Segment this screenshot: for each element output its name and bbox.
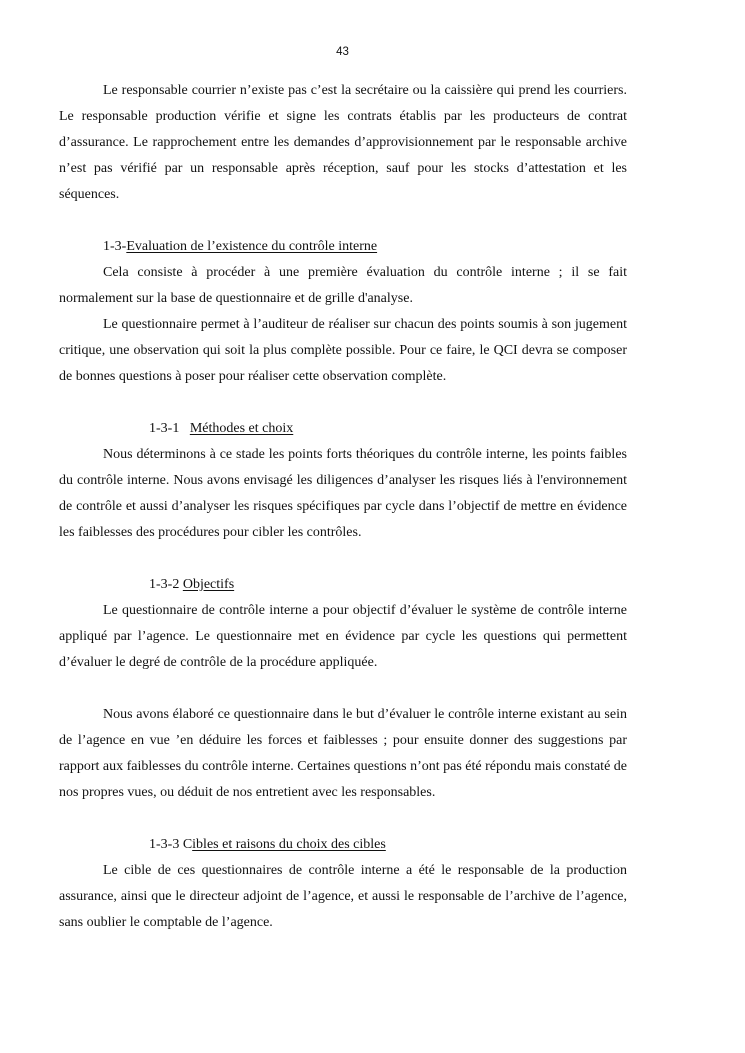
paragraph-1-3-2-a: Le questionnaire de contrôle interne a pour objectif d’évaluer le système de contrôle interne appliqué par l’agence. Le questionnaire met en évidence par cycle les questions qui permettent d’évaluer le degré de contrôle de la procédure appliquée. [59,603,627,670]
section-heading-1-3-3 [59,832,627,858]
paragraph-intro: Le responsable courrier n’existe pas c’est la secrétaire ou la caissière qui prend les courriers. Le responsable production vérifie et signe les contrats établis par les producteurs de contrat d’assurance. Le rapprochement entre les demandes d’approvisionnement par le responsable archive n’est pas vérifié par un responsable après réception, sauf pour les stocks d’attestation et les séquences. [59,83,627,202]
spacer [59,546,627,572]
section-heading-1-3 [59,234,627,260]
paragraph-1-3-2-b: Nous avons élaboré ce questionnaire dans le but d’évaluer le contrôle interne existant au sein de l’agence en vue ’en déduire les forces et faiblesses ; pour ensuite donner des suggestions par rapport aux faiblesses du contrôle interne. Certaines questions n’ont pas été répondu mais constaté de nos propres vues, ou déduit de nos entretient avec les responsables. [59,707,627,800]
spacer [59,676,627,702]
section-number: 1-3-3 C [149,837,193,852]
section-title: Evaluation de l’existence du contrôle interne [126,239,378,254]
paragraph-1-3-a: Cela consiste à procéder à une première évaluation du contrôle interne ; il se fait normalement sur la base de questionnaire et de grille d'analyse. [59,265,627,306]
spacer [59,806,627,832]
spacer [59,208,627,234]
section-number: 1-3- [103,239,127,254]
section-heading-1-3-1 [59,416,627,442]
spacer [59,390,627,416]
paragraph-1-3-3: Le cible de ces questionnaires de contrôle interne a été le responsable de la production assurance, ainsi que le directeur adjoint de l’agence, et aussi le responsable de l’archive de l’agence, sans oublier le comptable de l’agence. [59,863,627,930]
section-number: 1-3-2 [149,577,180,592]
section-title: Objectifs [182,577,235,592]
page-number: 43 [336,46,349,58]
paragraph-1-3-b: Le questionnaire permet à l’auditeur de réaliser sur chacun des points soumis à son jugement critique, une observation qui soit la plus complète possible. Pour ce faire, le QCI devra se composer de bonnes questions à poser pour réaliser cette observation complète. [59,317,627,384]
section-number: 1-3-1 [149,421,180,436]
paragraph-1-3-1: Nous déterminons à ce stade les points forts théoriques du contrôle interne, les points faibles du contrôle interne. Nous avons envisagé les diligences d’analyser les risques liés à l'environnement de contrôle et aussi d’analyser les risques spécifiques par cycle dans l’objectif de mettre en évidence les faiblesses des procédures pour cibler les contrôles. [59,447,627,540]
section-title: Méthodes et choix [189,421,294,436]
section-title: ibles et raisons du choix des cibles [192,837,386,852]
section-heading-1-3-2 [59,572,627,598]
document-body [59,78,627,936]
